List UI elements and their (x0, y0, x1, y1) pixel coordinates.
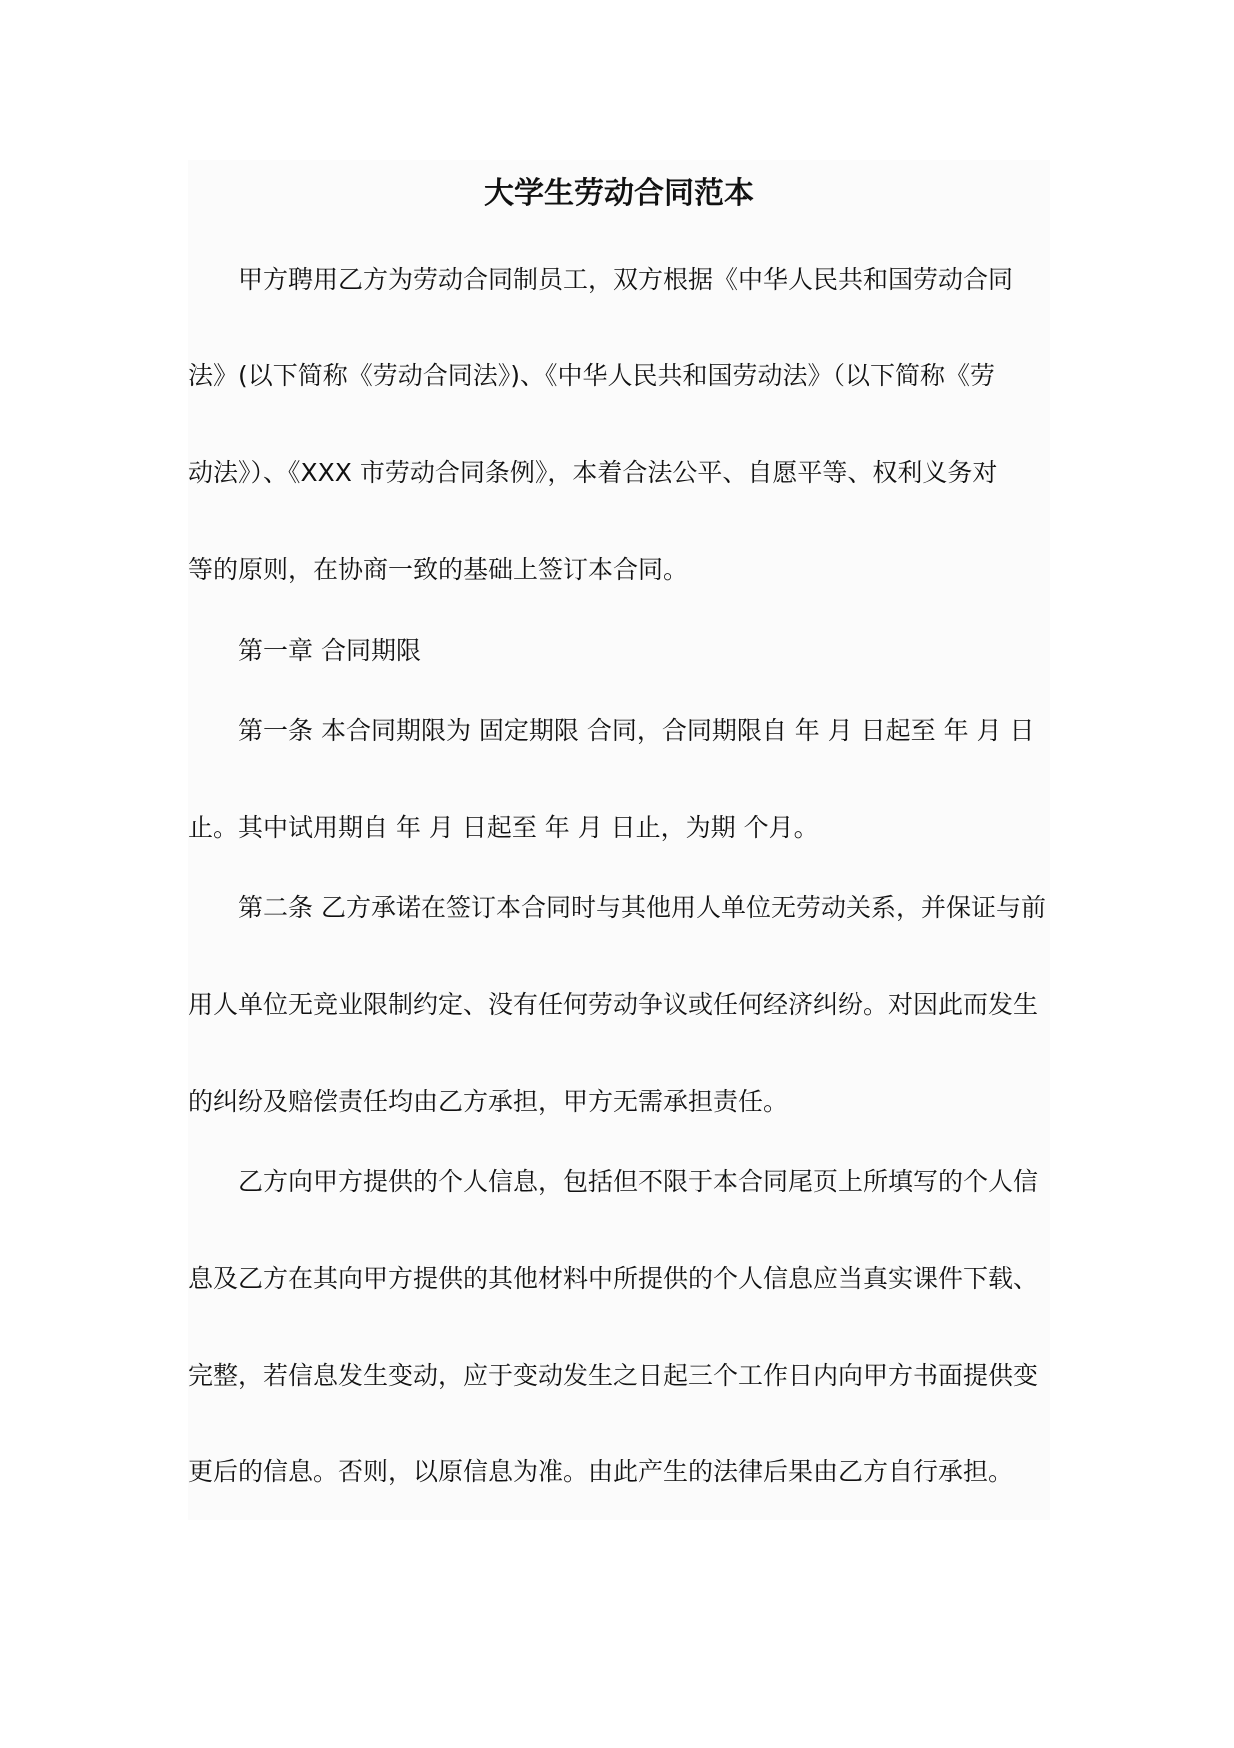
paragraph-line-4: 等的原则，在协商一致的基础上签订本合同。 (188, 555, 689, 584)
article-2-line-2: 用人单位无竞业限制约定、没有任何劳动争议或任何经济纠纷。对因此而发生 (188, 990, 1039, 1019)
info-paragraph-line-1: 乙方向甲方提供的个人信息，包括但不限于本合同尾页上所填写的个人信 (238, 1167, 1039, 1196)
paragraph-line-3: 动法》）、《XXX 市劳动合同条例》，本着合法公平、自愿平等、权利义务对 (188, 458, 998, 487)
article-1-line-1: 第一条 本合同期限为 固定期限 合同，合同期限自 年 月 日起至 年 月 日 (238, 716, 1035, 745)
paragraph-line-2: 法》(以下简称《劳动合同法》)、《中华人民共和国劳动法》（以下简称《劳 (188, 361, 996, 390)
chapter-heading-1: 第一章 合同期限 (238, 636, 421, 665)
paragraph-line-1: 甲方聘用乙方为劳动合同制员工，双方根据《中华人民共和国劳动合同 (238, 265, 1014, 294)
info-paragraph-line-3: 完整，若信息发生变动，应于变动发生之日起三个工作日内向甲方书面提供变 (188, 1361, 1039, 1390)
article-2-line-1: 第二条 乙方承诺在签订本合同时与其他用人单位无劳动关系，并保证与前 (238, 893, 1046, 922)
article-1-line-2: 止。其中试用期自 年 月 日起至 年 月 日止，为期 个月。 (188, 813, 819, 842)
info-paragraph-line-4: 更后的信息。否则，以原信息为准。由此产生的法律后果由乙方自行承担。 (188, 1457, 1014, 1486)
article-2-line-3: 的纠纷及赔偿责任均由乙方承担，甲方无需承担责任。 (188, 1087, 789, 1116)
info-paragraph-line-2: 息及乙方在其向甲方提供的其他材料中所提供的个人信息应当真实课件下载、 (188, 1264, 1039, 1293)
document-title: 大学生劳动合同范本 (484, 176, 754, 211)
